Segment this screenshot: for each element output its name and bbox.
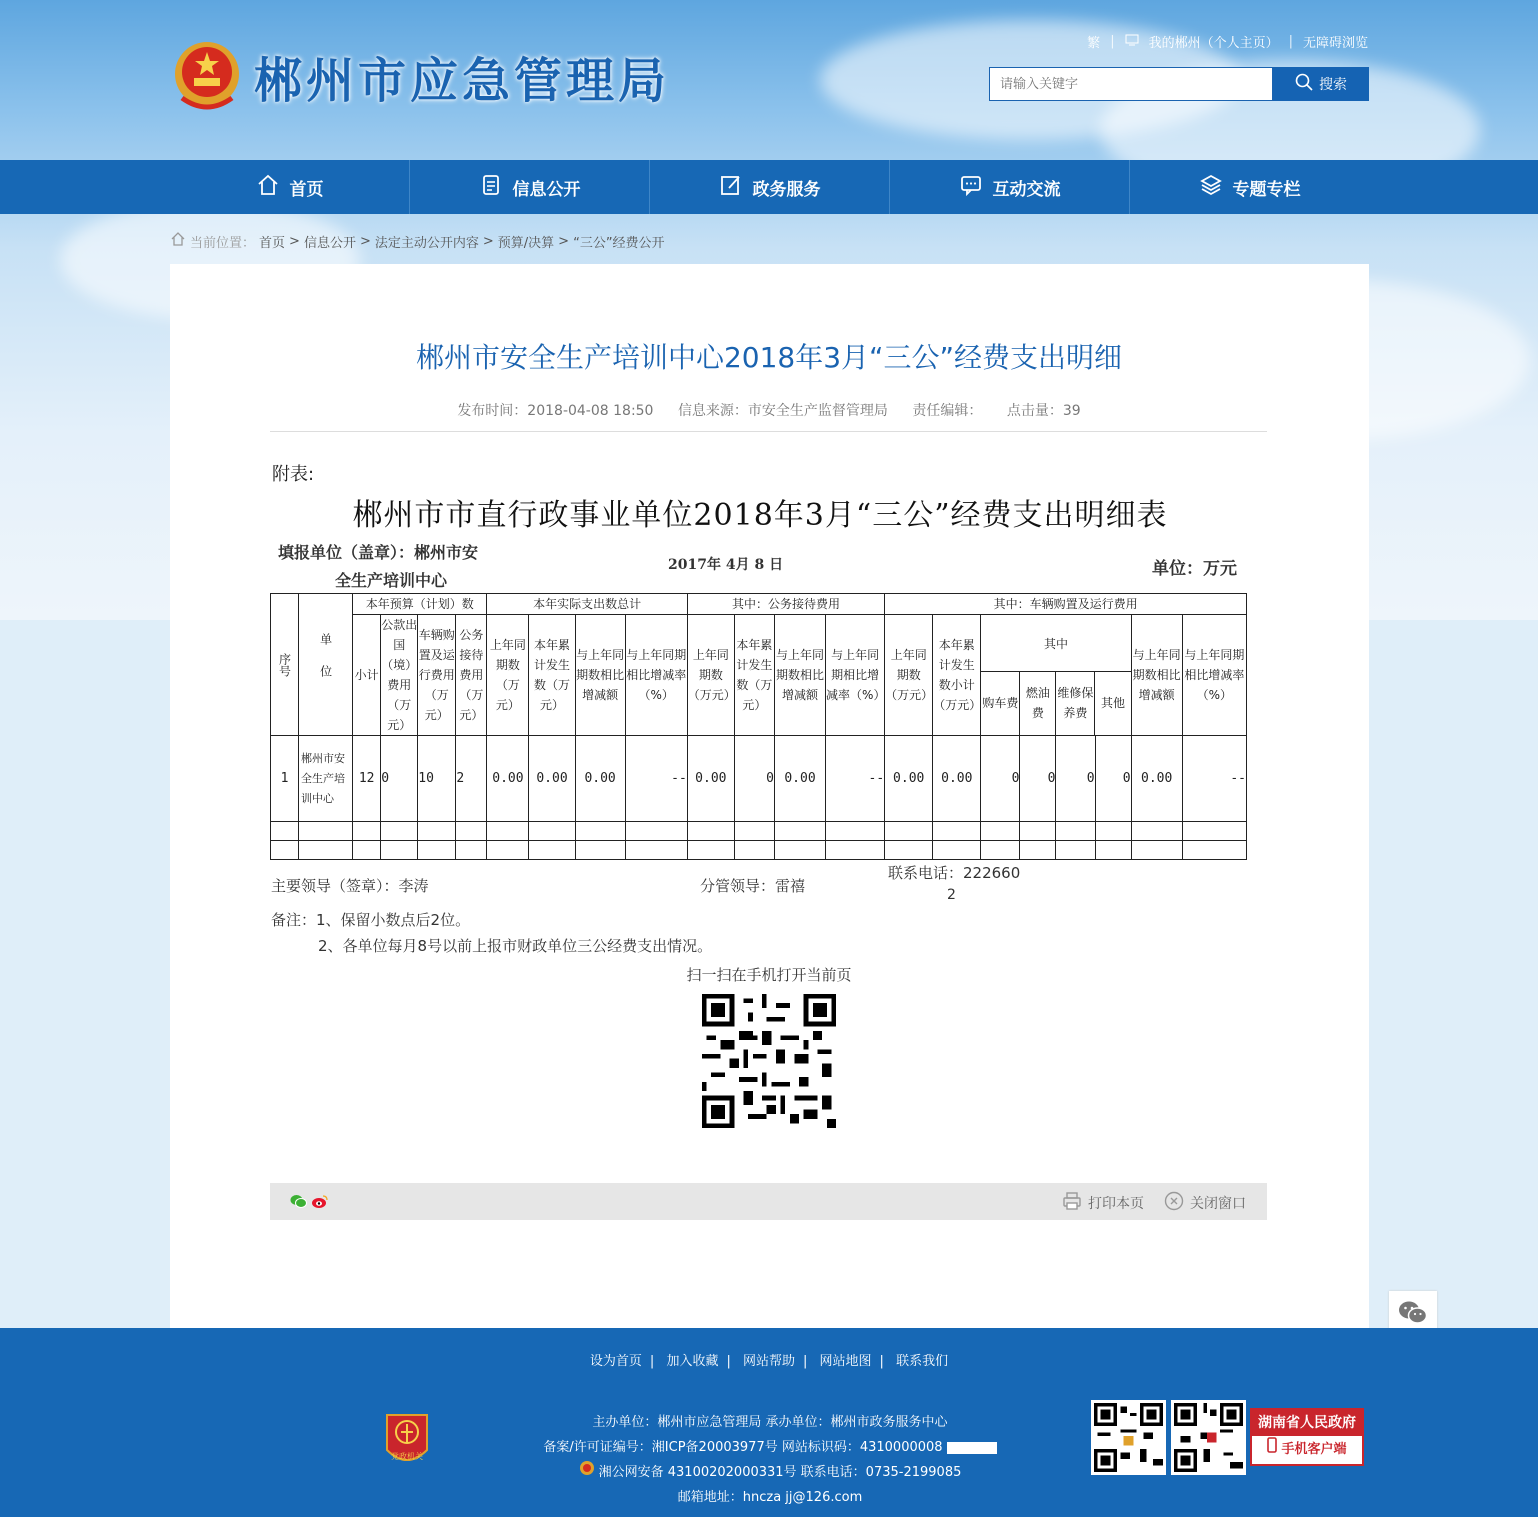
hunan-gov-label: 湖南省人民政府 [1252, 1410, 1362, 1436]
col-v-rate: 与上年同期相比增减率（%） [1182, 615, 1246, 736]
fill-date: 2017年 4月 8 日 [668, 557, 784, 573]
home-icon [256, 173, 280, 202]
article-meta [0, 400, 1538, 420]
col-v-cum: 本年累计发生数小计（万元） [933, 615, 981, 736]
search-button[interactable]: 搜索 [1273, 67, 1369, 101]
footer-email: 邮箱地址：hncza jj@126.com [677, 1490, 863, 1505]
chat-icon [959, 173, 983, 202]
col-v-diff: 与上年同期数相比增减额 [1131, 615, 1182, 736]
cnzz-badge-icon[interactable] [947, 1442, 997, 1454]
hunan-gov-app-button[interactable] [1250, 1408, 1364, 1466]
police-badge-icon [579, 1460, 595, 1485]
share-buttons [290, 1194, 328, 1213]
site-title: 郴州市应急管理局 [254, 52, 671, 109]
accessibility-link[interactable]: 无障碍浏览 [1302, 36, 1368, 51]
group-vehicle: 其中：车辆购置及运行费用 [885, 594, 1247, 615]
fill-unit-cont: 全生产培训中心 [335, 571, 448, 590]
contact-phone: 联系电话：222660 [888, 864, 1021, 882]
wechat-share-icon[interactable] [290, 1194, 307, 1213]
party-label: 党政机关 [391, 1452, 423, 1461]
col-r-cum: 本年累计发生数（万元） [734, 615, 774, 736]
col-abroad: 公款出国（境）费用（万元） [381, 615, 418, 736]
top-links: 繁 | 我的郴州（个人主页） | 无障碍浏览 [1087, 34, 1368, 51]
footer-police[interactable]: 湘公网安备 43100202000331号 联系电话：0735-2199085 [598, 1465, 962, 1480]
footer-info [470, 1410, 1070, 1510]
nav-topics[interactable]: 专题专栏 [1130, 160, 1369, 214]
breadcrumb-statutory[interactable]: 法定主动公开内容 [374, 235, 479, 251]
search-icon [1295, 73, 1313, 95]
footer-link-sitemap[interactable]: 网站地图 [819, 1354, 872, 1369]
main-leader: 主要领导（签章）：李涛 [271, 877, 429, 895]
my-chenzhou-link[interactable]: 我的郴州（个人主页） [1148, 36, 1279, 51]
breadcrumb-home[interactable]: 首页 [259, 235, 286, 251]
main-nav [0, 160, 1538, 214]
footer-link-favorite[interactable]: 加入收藏 [666, 1354, 719, 1369]
mobile-client-label: 手机客户端 [1252, 1436, 1362, 1464]
nav-interaction[interactable]: 互动交流 [890, 160, 1130, 214]
group-budget: 本年预算（计划）数 [353, 594, 487, 615]
breadcrumb-three-public[interactable]: “三公”经费公开 [573, 235, 665, 251]
note-1: 备注：1、保留小数点后2位。 [271, 911, 471, 929]
divider [270, 431, 1267, 432]
col-prev-period: 上年同期数（万元） [487, 615, 529, 736]
article-toolbar [270, 1183, 1267, 1220]
col-reception-cost: 公务接待费用（万元） [456, 615, 487, 736]
col-r-prev: 上年同期数（万元） [687, 615, 734, 736]
col-v-of-which: 其中 [981, 616, 1130, 672]
printer-icon [1062, 1191, 1082, 1215]
info-source: 信息来源：市安全生产监督管理局 [677, 403, 888, 419]
party-gov-badge-icon[interactable] [382, 1410, 432, 1470]
footer-link-help[interactable]: 网站帮助 [742, 1354, 795, 1369]
col-subtotal: 小计 [353, 615, 381, 736]
contact-phone-cont: 2 [947, 887, 956, 903]
col-v-of-which-group [981, 615, 1131, 736]
traditional-chinese-link[interactable]: 繁 [1087, 36, 1101, 51]
fill-unit: 填报单位（盖章）：郴州市安 [278, 543, 479, 562]
edit-icon [719, 173, 743, 202]
site-logo[interactable] [172, 38, 670, 114]
breadcrumb-info-open[interactable]: 信息公开 [303, 235, 356, 251]
col-v-repair: 维修保养费 [1056, 672, 1095, 735]
group-actual: 本年实际支出数总计 [487, 594, 687, 615]
footer-qr-code-2-icon [1171, 1400, 1246, 1475]
publish-time: 发布时间：2018-04-08 18:50 [457, 403, 654, 419]
breadcrumb-budget[interactable]: 预算/决算 [497, 235, 555, 251]
layers-icon [1199, 173, 1223, 202]
table-title: 郴州市市直行政事业单位2018年3月“三公”经费支出明细表 [352, 498, 1168, 533]
col-cumulative: 本年累计发生数（万元） [529, 615, 575, 736]
expense-table [270, 593, 1247, 860]
col-v-other: 其他 [1100, 696, 1125, 710]
weibo-share-icon[interactable] [311, 1194, 328, 1213]
qr-code-icon [702, 994, 836, 1128]
nav-home[interactable]: 首页 [170, 160, 410, 214]
search-input[interactable] [989, 67, 1273, 101]
col-vehicle-cost: 车辆购置及运行费用（万元） [418, 615, 456, 736]
table-row: 1 郴州市安全生产培训中心 12 0 10 2 0.00 0.00 0.00 -- 0.00 0 0.00 -- 0.00 0.00 0 0 0 0 0.00 -- [271, 736, 1247, 822]
col-r-diff: 与上年同期数相比增减额 [774, 615, 825, 736]
editor: 责任编辑： [912, 403, 983, 419]
footer-link-contact[interactable]: 联系我们 [896, 1354, 949, 1369]
nav-info-open[interactable]: 信息公开 [410, 160, 650, 214]
article-title: 郴州市安全生产培训中心2018年3月“三公”经费支出明细 [415, 341, 1123, 374]
national-emblem-icon [172, 38, 242, 114]
col-r-rate: 与上年同期相比增减率（%） [826, 615, 885, 736]
hit-count: 点击量：39 [1006, 403, 1081, 419]
footer-link-homepage[interactable]: 设为首页 [589, 1354, 642, 1369]
close-icon [1164, 1191, 1184, 1215]
col-v-fuel: 燃油费 [1020, 672, 1056, 735]
search-bar [989, 67, 1369, 101]
monitor-icon [1125, 34, 1139, 50]
col-rate: 与上年同期相比增减率（%） [625, 615, 687, 736]
phone-icon [1267, 1436, 1277, 1464]
col-unit: 单位 [299, 594, 353, 736]
nav-gov-services[interactable]: 政务服务 [650, 160, 890, 214]
scan-hint: 扫一扫在手机打开当前页 [686, 966, 852, 984]
breadcrumb: 当前位置： 首页 > 信息公开 > 法定主动公开内容 > 预算/决算 > “三公”经费公开 [170, 231, 665, 251]
note-2: 2、各单位每月8号以前上报市财政单位三公经费支出情况。 [318, 937, 713, 955]
footer-icp[interactable]: 备案/许可证编号：湘ICP备20003977号 网站标识码：4310000008 [543, 1440, 943, 1455]
col-v-prev: 上年同期数（万元） [885, 615, 933, 736]
wechat-icon [1398, 1300, 1428, 1330]
close-window-button[interactable]: 关闭窗口 [1164, 1191, 1246, 1215]
unit-label: 单位：万元 [1152, 559, 1237, 579]
col-seq: 序号 [271, 594, 299, 736]
document-icon [479, 173, 503, 202]
home-icon [170, 231, 186, 251]
footer-links: 设为首页 | 加入收藏 | 网站帮助 | 网站地图 | 联系我们 [589, 1354, 949, 1369]
deputy-leader: 分管领导：雷禧 [700, 877, 806, 895]
attachment-label: 附表: [272, 464, 315, 485]
col-v-buy: 购车费 [981, 672, 1020, 735]
print-button[interactable]: 打印本页 [1062, 1191, 1144, 1215]
col-diff: 与上年同期数相比增减额 [575, 615, 625, 736]
footer-host: 主办单位：郴州市应急管理局 承办单位：郴州市政务服务中心 [592, 1415, 948, 1430]
group-reception: 其中：公务接待费用 [687, 594, 884, 615]
footer-qr-code-icon [1091, 1400, 1166, 1475]
